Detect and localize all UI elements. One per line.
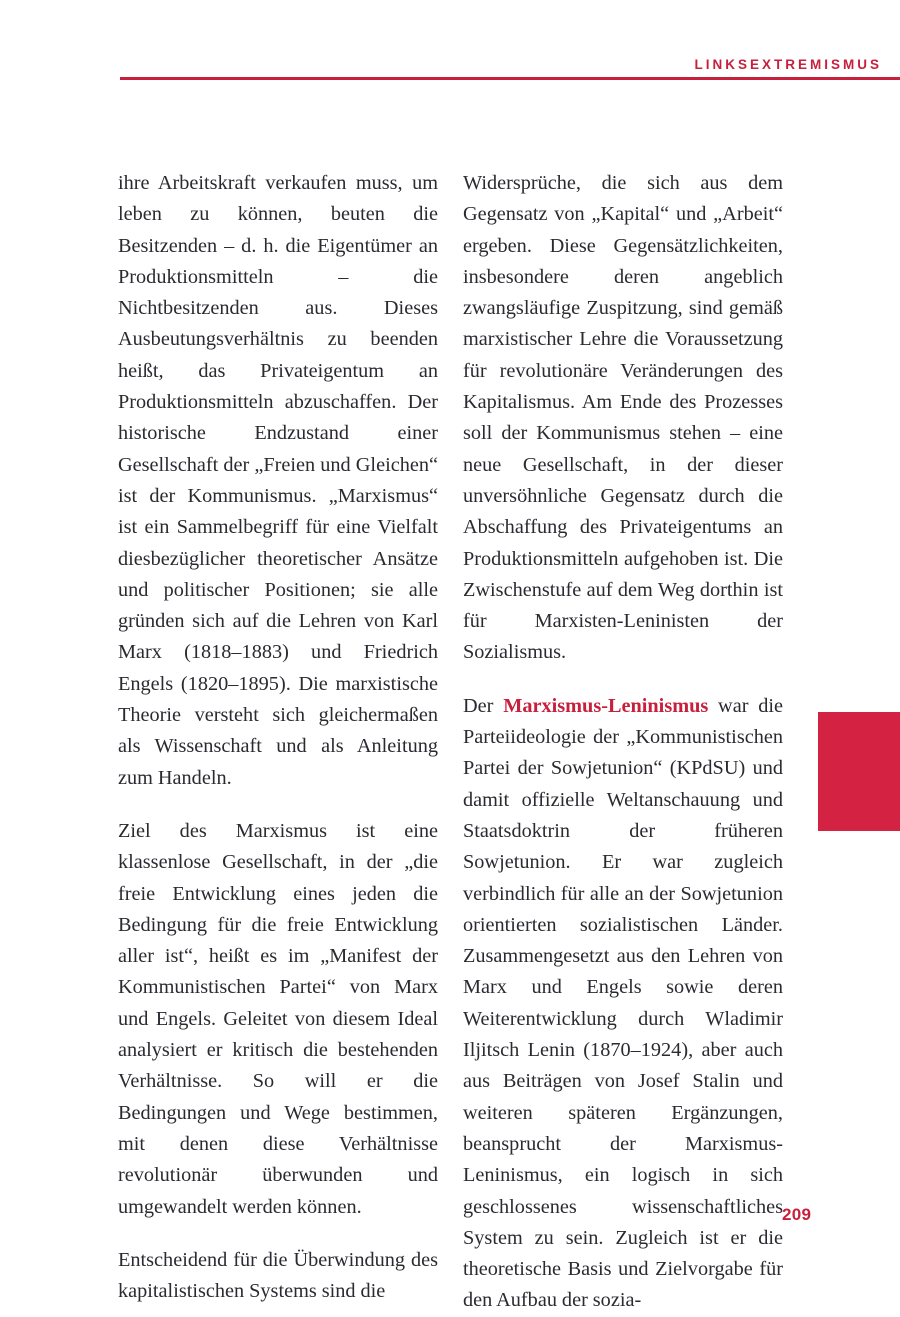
text-body bbox=[118, 168, 784, 1312]
paragraph-lead-in: Der bbox=[463, 694, 504, 717]
paragraph: Widersprüche, die sich aus dem Gegensatz von „Kapital“ und „Arbeit“ ergeben. Diese Gegensätzlichkeiten, insbesondere deren angeblich zwangsläufige Zuspitzung, sind gemäß marxistischer Lehre die Voraussetzung für revolutionäre Veränderungen des Kapitalismus. Am Ende des Prozesses soll der Kommunismus stehen – eine neue Gesellschaft, in der dieser unversöhnliche Gegensatz durch die Abschaffung des Privateigentums an Produktionsmitteln aufgehoben ist. Die Zwischenstufe auf dem Weg dorthin ist für Marxisten-Leninisten der Sozialismus. bbox=[463, 172, 783, 664]
highlighted-keyword: Marxismus-Leninismus bbox=[503, 694, 709, 717]
column-right bbox=[463, 168, 784, 1312]
paragraph: Ziel des Marxismus ist eine klassenlose Gesellschaft, in der „die freie Entwicklung eines jeden die Bedingung für die freie Entwicklung aller ist“, heißt es im „Manifest der Kommunistischen Partei“ von Marx und Engels. Geleitet von diesem Ideal analysiert er kritisch die bestehenden Verhältnisse. So will er die Bedingungen und Wege bestimmen, mit denen diese Verhältnisse revolutionär überwunden und umgewandelt werden können. bbox=[118, 819, 438, 1218]
section-edge-tab bbox=[818, 712, 900, 831]
paragraph-remainder: war die Parteiideologie der „Kommunistischen Partei der Sowjetunion“ (KPdSU) und damit offizielle Weltanschauung und Staatsdoktrin der früheren Sowjetunion. Er war zugleich verbindlich für alle an der Sowjetunion orientierten sozialistischen Länder. Zusammengesetzt aus den Lehren von Marx und Engels sowie deren Weiterentwicklung durch Wladimir Iljitsch Lenin (1870–1924), aber auch aus Beiträgen von Josef Stalin und weiteren späteren Ergänzungen, beansprucht der Marxismus-Leninismus, ein logisch in sich geschlossenes wissenschaftliches System zu sein. Zugleich ist er die theoretische Basis und Zielvorgabe für den Aufbau der sozia- bbox=[463, 694, 784, 1312]
header-rule bbox=[120, 77, 900, 80]
paragraph: Entscheidend für die Überwindung des kapitalistischen Systems sind die bbox=[118, 1248, 438, 1303]
page-number: 209 bbox=[782, 1205, 812, 1224]
running-head-label: LINKSEXTREMISMUS bbox=[694, 57, 882, 72]
paragraph: ihre Arbeitskraft verkaufen muss, um leben zu können, beuten die Besitzenden – d. h. die Eigentümer an Produktionsmitteln – die Nichtbesitzenden aus. Dieses Ausbeutungsverhältnis zu beenden heißt, das Privateigentum an Produktionsmitteln abzuschaffen. Der historische Endzustand einer Gesellschaft der „Freien und Gleichen“ ist der Kommunismus. „Marxismus“ ist ein Sammelbegriff für eine Vielfalt diesbezüglicher theoretischer Ansätze und politischer Positionen; sie alle gründen sich auf die Lehren von Karl Marx (1818–1883) und Friedrich Engels (1820–1895). Die marxistische Theorie versteht sich gleichermaßen als Wissenschaft und als Anleitung zum Handeln. bbox=[118, 172, 438, 789]
paragraph-with-keyword bbox=[463, 691, 783, 1317]
column-left bbox=[118, 168, 438, 1303]
